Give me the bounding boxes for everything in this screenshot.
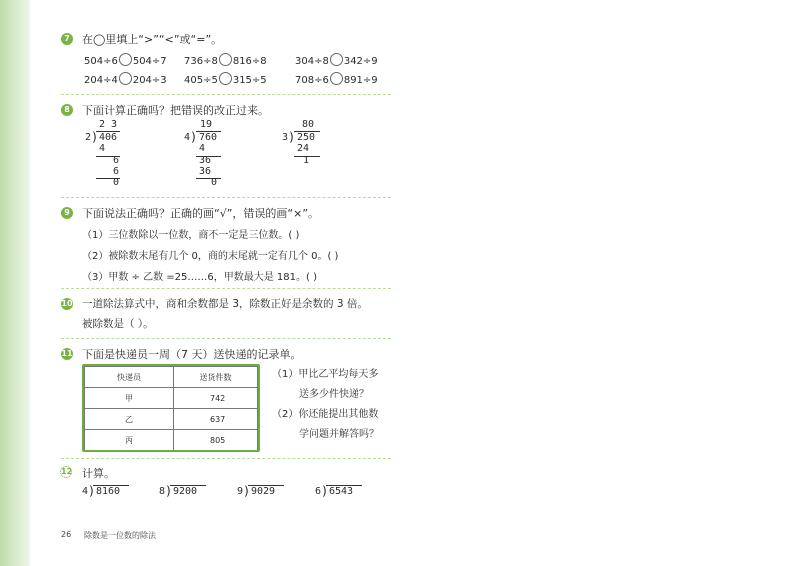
q7-right-expr: 204÷3 <box>132 75 167 86</box>
quotient: 19 <box>200 119 213 130</box>
divisor: 8 <box>159 486 166 497</box>
compare-circle[interactable] <box>219 53 232 66</box>
division-bracket: ) <box>165 484 173 498</box>
division-bracket: ) <box>321 484 329 498</box>
delivery-count: 742 <box>174 388 258 409</box>
compare-circle[interactable] <box>119 53 132 66</box>
q7-left-expr: 736÷8 <box>184 56 218 67</box>
q7-item-2-2 <box>184 72 267 86</box>
question-number-11: 11 <box>61 349 73 358</box>
q7-right-expr: 315÷5 <box>232 75 267 86</box>
q11-instruction: 下面是快递员一周（7 天）送快递的记录单。 <box>82 348 302 361</box>
dividend: 6543 <box>329 486 354 497</box>
divisor: 2 <box>85 132 92 143</box>
q10-line-1: 一道除法算式中，商和余数都是 3，除数正好是余数的 3 倍。 <box>82 298 368 310</box>
compare-circle[interactable] <box>119 72 132 85</box>
q12-instruction: 计算。 <box>82 467 115 480</box>
courier-name: 丙 <box>85 430 174 451</box>
question-number-7: 7 <box>61 33 73 45</box>
table-row <box>85 409 258 430</box>
q7-item-1-3 <box>295 53 378 67</box>
q7-left-expr: 304÷8 <box>295 56 329 67</box>
q11-sub-question-1-line-1: （1）甲比乙平均每天多 <box>272 369 379 380</box>
question-number-8: 8 <box>61 104 73 116</box>
q11-sub-question-2-line-2: 学问题并解答吗？ <box>299 429 379 440</box>
divisor: 3 <box>282 132 289 143</box>
divisor: 4 <box>82 486 89 497</box>
division-bracket: ) <box>91 130 99 144</box>
q7-right-expr: 816÷8 <box>232 56 267 67</box>
q9-statement-1: （1）三位数除以一位数，商不一定是三位数。( ) <box>82 230 300 241</box>
q7-item-2-3 <box>295 72 378 86</box>
step: 1 <box>303 155 310 166</box>
delivery-count: 805 <box>174 430 258 451</box>
divisor: 9 <box>237 486 244 497</box>
question-number-10: 10 <box>61 299 73 308</box>
quotient: 2 3 <box>99 119 118 130</box>
step: 4 <box>99 143 106 154</box>
q7-right-expr: 342÷9 <box>343 56 378 67</box>
q11-sub-question-1-line-2: 送多少件快递？ <box>299 389 369 400</box>
courier-name: 乙 <box>85 409 174 430</box>
courier-name: 甲 <box>85 388 174 409</box>
step: 24 <box>297 143 310 154</box>
divisor: 6 <box>315 486 322 497</box>
dividend: 8160 <box>96 486 121 497</box>
q11-sub-question-2-line-1: （2）你还能提出其他数 <box>272 409 379 420</box>
question-number-9: 9 <box>61 207 73 219</box>
section-separator <box>61 197 391 198</box>
table-row <box>85 388 258 409</box>
chapter-title: 除数是一位数的除法 <box>84 531 156 540</box>
q7-right-expr: 504÷7 <box>132 56 167 67</box>
compare-circle[interactable] <box>219 72 232 85</box>
section-separator <box>61 458 391 459</box>
q7-left-expr: 504÷6 <box>84 56 118 67</box>
table-header-row <box>85 367 258 388</box>
division-bracket: ) <box>288 130 296 144</box>
step: 36 <box>199 155 212 166</box>
section-separator <box>61 338 391 339</box>
page-number: 26 <box>61 530 72 539</box>
dividend: 9029 <box>251 486 276 497</box>
q7-instruction: 在◯里填上“>”“<”或“=”。 <box>82 33 223 46</box>
step: 36 <box>199 166 212 177</box>
delivery-count: 637 <box>174 409 258 430</box>
step: 4 <box>199 143 206 154</box>
column-header: 快递员 <box>85 367 174 388</box>
q7-right-expr: 891÷9 <box>343 75 378 86</box>
q9-statement-2: （2）被除数末尾有几个 0，商的末尾就一定有几个 0。( ) <box>82 251 339 262</box>
dividend: 760 <box>199 132 218 143</box>
division-bracket: ) <box>243 484 251 498</box>
delivery-record-table <box>84 366 258 451</box>
q9-instruction: 下面说法正确吗？正确的画“√”，错误的画“×”。 <box>82 207 320 220</box>
step: 6 <box>113 166 120 177</box>
q8-instruction: 下面计算正确吗？把错误的改正过来。 <box>82 104 269 117</box>
step: 6 <box>113 155 120 166</box>
compare-circle[interactable] <box>330 72 343 85</box>
q7-item-1-1 <box>84 53 167 67</box>
dividend: 250 <box>297 132 316 143</box>
divisor: 4 <box>184 132 191 143</box>
step-rule <box>196 178 221 179</box>
question-number-12: 12 <box>61 467 73 476</box>
table-row <box>85 430 258 451</box>
step: 0 <box>113 177 120 188</box>
step: 0 <box>211 177 218 188</box>
quotient: 80 <box>302 119 315 130</box>
q7-left-expr: 204÷4 <box>84 75 118 86</box>
compare-circle[interactable] <box>330 53 343 66</box>
column-header: 送货件数 <box>174 367 258 388</box>
q10-line-2: 被除数是（ ）。 <box>82 318 154 330</box>
dividend: 9200 <box>173 486 198 497</box>
section-separator <box>61 288 391 289</box>
page-edge-strip <box>0 0 30 566</box>
q9-statement-3: （3）甲数 ÷ 乙数 =25……6，甲数最大是 181。( ) <box>82 272 317 283</box>
dividend: 406 <box>99 132 118 143</box>
q7-left-expr: 708÷6 <box>295 75 329 86</box>
division-bracket: ) <box>190 130 198 144</box>
q7-item-2-1 <box>84 72 167 86</box>
q7-item-1-2 <box>184 53 267 67</box>
division-bracket: ) <box>88 484 96 498</box>
section-separator <box>61 94 391 95</box>
q7-left-expr: 405÷5 <box>184 75 218 86</box>
